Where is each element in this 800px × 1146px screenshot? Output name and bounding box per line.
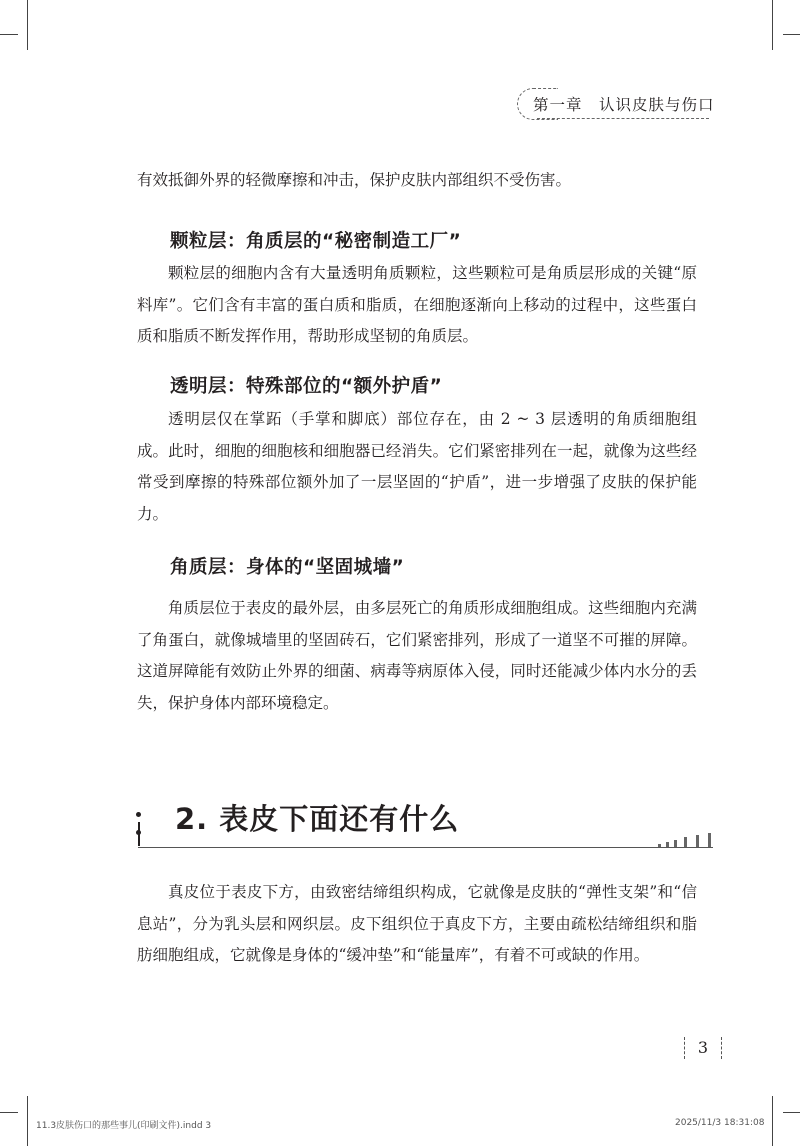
running-header (517, 88, 717, 120)
tick-ornament (658, 833, 713, 847)
intro-line: 有效抵御外界的轻微摩擦和冲击，保护皮肤内部组织不受伤害。 (137, 171, 572, 189)
folio-divider (721, 1037, 722, 1059)
subsection-body: 透明层仅在掌跖（手掌和脚底）部位存在，由 2 ~ 3 层透明的角质细胞组成。此时，细胞的细胞核和细胞器已经消失。它们紧密排列在一起，就像为这些经常受到摩擦的特殊部位额外加了一层坚固的“护盾”，进一步增强了皮肤的保护能力。 (137, 410, 697, 523)
subsection-heading: 透明层：特殊部位的“额外护盾” (170, 376, 443, 397)
crop-mark (783, 34, 800, 35)
subsection-heading: 角质层：身体的“坚固城墙” (170, 557, 405, 578)
crop-mark (772, 1096, 773, 1146)
subsection-body: 角质层位于表皮的最外层，由多层死亡的角质形成细胞组成。这些细胞内充满了角蛋白，就像城墙里的坚固砖石，它们紧密排列，形成了一道坚不可摧的屏障。这道屏障能有效防止外界的细菌、病毒等病原体入侵，同时还能减少体内水分的丢失，保护身体内部环境稳定。 (137, 599, 697, 712)
crop-mark (783, 1112, 800, 1113)
section-body: 真皮位于表皮下方，由致密结缔组织构成，它就像是皮肤的“弹性支架”和“信息站”，分为乳头层和网织层。皮下组织位于真皮下方，主要由疏松结缔组织和脂肪细胞组成，它就像是身体的“缓冲垫”和“能量库”，有着不可或缺的作用。 (137, 883, 697, 964)
slug-timestamp: 2025/11/3 18:31:08 (675, 1118, 765, 1128)
crop-mark (27, 1096, 28, 1146)
marker-dot (136, 830, 141, 835)
subsection-body: 颗粒层的细胞内含有大量透明角质颗粒，这些颗粒可是角质层形成的关键“原料库”。它们含有丰富的蛋白质和脂质，在细胞逐渐向上移动的过程中，这些蛋白质和脂质不断发挥作用，帮助形成坚韧的角质层。 (137, 264, 697, 345)
page-number: 3 (697, 1038, 709, 1057)
section-rule (138, 847, 713, 848)
subsection-heading: 颗粒层：角质层的“秘密制造工厂” (170, 231, 462, 252)
slug-filename: 11.3皮肤伤口的那些事儿(印刷文件).indd 3 (36, 1121, 212, 1131)
header-rule (537, 118, 709, 119)
page-number-box (684, 1035, 722, 1061)
crop-mark (0, 1112, 18, 1113)
chapter-title: 第一章 认识皮肤与伤口 (533, 96, 715, 114)
section-title: 2. 表皮下面还有什么 (175, 802, 460, 836)
crop-mark (772, 0, 773, 50)
crop-mark (27, 0, 28, 50)
folio-divider (684, 1037, 685, 1059)
crop-mark (0, 34, 18, 35)
marker-dot (136, 812, 141, 817)
